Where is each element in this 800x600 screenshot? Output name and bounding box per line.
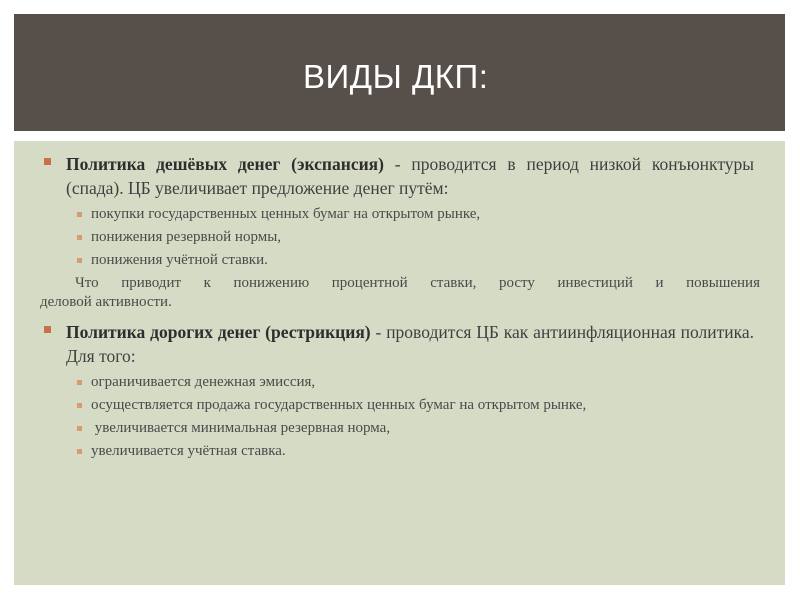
section-1-item-3: понижения учётной ставки. [91, 252, 268, 268]
bullet-marker [44, 158, 51, 165]
bullet-marker [44, 326, 51, 333]
section-1-item-2: понижения резервной нормы, [91, 229, 282, 245]
section-1-note-line-2: деловой активности. [40, 294, 172, 310]
section-2-text [66, 320, 754, 368]
section-2-item-4: увеличивается учётная ставка. [91, 443, 286, 459]
section-1-text [66, 152, 754, 200]
section-2-item-3: увеличивается минимальная резервная норма, [91, 420, 391, 436]
sub-bullet-marker [77, 235, 82, 240]
section-2-heading: Политика дорогих денег (рестрикция) [66, 322, 371, 342]
sub-bullet-marker [77, 403, 82, 408]
slide-title: ВИДЫ ДКП: [303, 58, 489, 95]
sub-bullet-marker [77, 258, 82, 263]
sub-bullet-marker [77, 426, 82, 431]
section-2-body: - проводится ЦБ как антиинфляционная политика. Для того: [66, 322, 755, 366]
section-1-note [40, 274, 760, 312]
section-2-item-2: осуществляется продажа государственных ценных бумаг на открытом рынке, [91, 397, 587, 413]
section-1-note-line-1: Что приводит к понижению процентной ставки, росту инвестиций и повышения [75, 275, 760, 291]
section-1-item-1: покупки государственных ценных бумаг на открытом рынке, [91, 206, 481, 222]
section-1-heading: Политика дешёвых денег (экспансия) [66, 154, 384, 174]
sub-bullet-marker [77, 449, 82, 454]
sub-bullet-marker [77, 212, 82, 217]
section-2-item-1: ограничивается денежная эмиссия, [91, 374, 316, 390]
sub-bullet-marker [77, 380, 82, 385]
section-1-body: - проводится в период низкой конъюнктуры (спада). ЦБ увеличивает предложение денег путём: [66, 154, 754, 198]
